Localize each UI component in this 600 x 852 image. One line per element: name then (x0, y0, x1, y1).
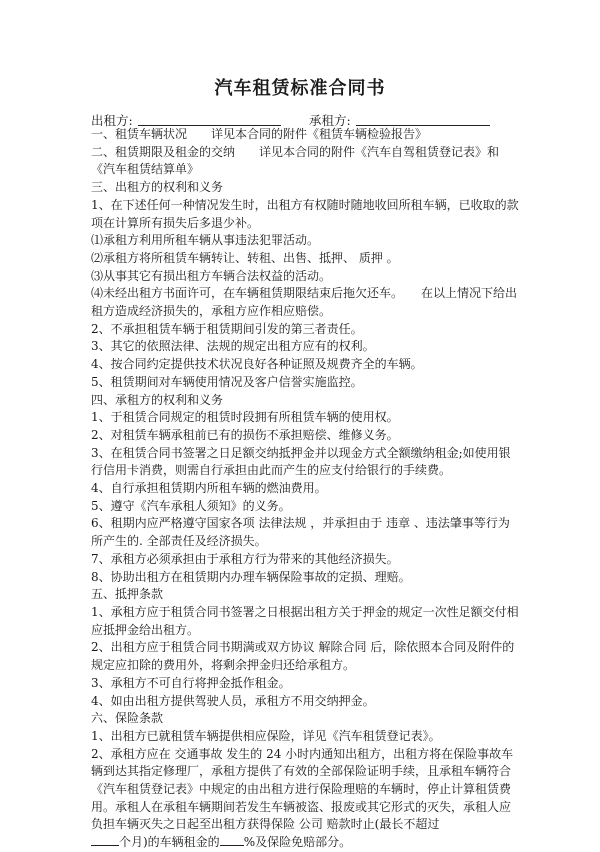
contract-paragraph: 二、租赁期限及租金的交纳 详见本合同的附件《汽车自驾租赁登记表》和《汽车租赁结算单》 (91, 144, 500, 177)
contract-paragraph: 7、承租方必须承担由于承租方行为带来的其他经济损失。 (91, 551, 399, 566)
contract-paragraph: 四、承租方的权利和义务 (91, 392, 224, 407)
final-line-part1: 个月)的车辆租金的 (119, 835, 220, 850)
contract-paragraph: 六、保险条款 (91, 711, 164, 726)
contract-paragraph: 五、抵押条款 (91, 587, 164, 602)
contract-paragraph: 3、在租赁合同书签署之日足额交纳抵押金并以现金方式全额缴纳租金;如使用银行信用卡消费，则需自行承担由此而产生的应支付给银行的手续费。 (91, 445, 511, 478)
contract-paragraph: 3、其它的依照法律、法规的规定出租方应有的权利。 (91, 339, 375, 354)
contract-paragraph: 5、租赁期间对车辆使用情况及客户信誉实施监控。 (91, 374, 363, 389)
contract-paragraph: 4、按合同约定提供技术状况良好各种证照及规费齐全的车辆。 (91, 357, 423, 372)
contract-paragraph: 三、出租方的权利和义务 (91, 180, 224, 195)
contract-paragraph: ⑵承租方将所租赁车辆转让、转租、出售、抵押、 质押 。 (91, 250, 399, 265)
lessor-label: 出租方: (91, 113, 133, 128)
final-line-part2: %及保险免赔部分。 (243, 835, 352, 850)
contract-paragraph: ⑴承租方利用所租车辆从事违法犯罪活动。 (91, 233, 320, 248)
contract-paragraph: ⑶从事其它有损出租方车辆合法权益的活动。 (91, 268, 332, 283)
contract-paragraph: 4、如由出租方提供驾驶人员，承租方不用交纳押金。 (91, 693, 375, 708)
contract-paragraph: 一、租赁车辆状况 详见本合同的附件《租赁车辆检验报告》 (91, 127, 428, 141)
final-line (91, 834, 521, 852)
contract-paragraph: 2、不承担租赁车辆于租赁期间引发的第三者责任。 (91, 321, 363, 336)
contract-paragraph: 1、于租赁合同规定的租赁时段拥有所租赁车辆的使用权。 (91, 410, 399, 425)
contract-paragraph: 4、自行承担租赁期内所租车辆的燃油费用。 (91, 481, 327, 496)
contract-paragraph: 1、出租方已就租赁车辆提供相应保险，详见《汽车租赁登记表》。 (91, 728, 441, 743)
contract-paragraph: 6、租期内应严格遵守国家各项 法律法规 ，并承担由于 违章 、违法肇事等行为所产生的. 全部责任及经济损失。 (91, 516, 510, 549)
contract-paragraph: 2、承租方应在 交通事故 发生的 24 小时内通知出租方，出租方将在保险事故车辆到达其指定修理厂，承租方提供了有效的全部保险证明手续，且承租车辆符合《汽车租赁登记表》中规定的由出租方进行保险理赔的车辆时，停止计算租赁费用。承租人在承租车辆期间若发生车辆被盗、报废或其它形式的灭失，承租人应负担车辆灭失之日起至出租方获得保险 公司 赔款时止(最长不超过 (91, 746, 514, 832)
months-blank (91, 834, 119, 846)
contract-paragraph: 1、承租方应于租赁合同书签署之日根据出租方关于押金的规定一次性足额交付相应抵押金给出租方。 (91, 604, 519, 637)
percent-blank (220, 834, 244, 846)
lessee-label: 承租方: (309, 113, 351, 128)
contract-paragraph: 2、出租方应于租赁合同书期满或双方协议 解除合同 后，除依照本合同及附件的规定应扣除的费用外，将剩余押金归还给承租方。 (91, 640, 515, 673)
contract-body (91, 126, 521, 852)
contract-paragraph: 5、遵守《汽车承租人须知》的义务。 (91, 498, 291, 513)
contract-paragraph: 2、对租赁车辆承租前已有的损伤不承担赔偿、维修义务。 (91, 427, 399, 442)
contract-paragraph: 8、协助出租方在租赁期内办理车辆保险事故的定损、理赔。 (91, 569, 411, 584)
document-title: 汽车租赁标准合同书 (214, 78, 386, 99)
contract-paragraph: 1、在下述任何一种情况发生时，出租方有权随时随地收回所租车辆，已收取的款项在计算所有损失后多退少补。 (91, 197, 519, 230)
contract-paragraph: 3、承租方不可自行将押金抵作租金。 (91, 675, 291, 690)
contract-paragraph: ⑷未经出租方书面许可，在车辆租赁期限结束后拖欠还车。 在以上情况下给出租方造成经济损失的，承租方应作相应赔偿。 (91, 286, 518, 319)
